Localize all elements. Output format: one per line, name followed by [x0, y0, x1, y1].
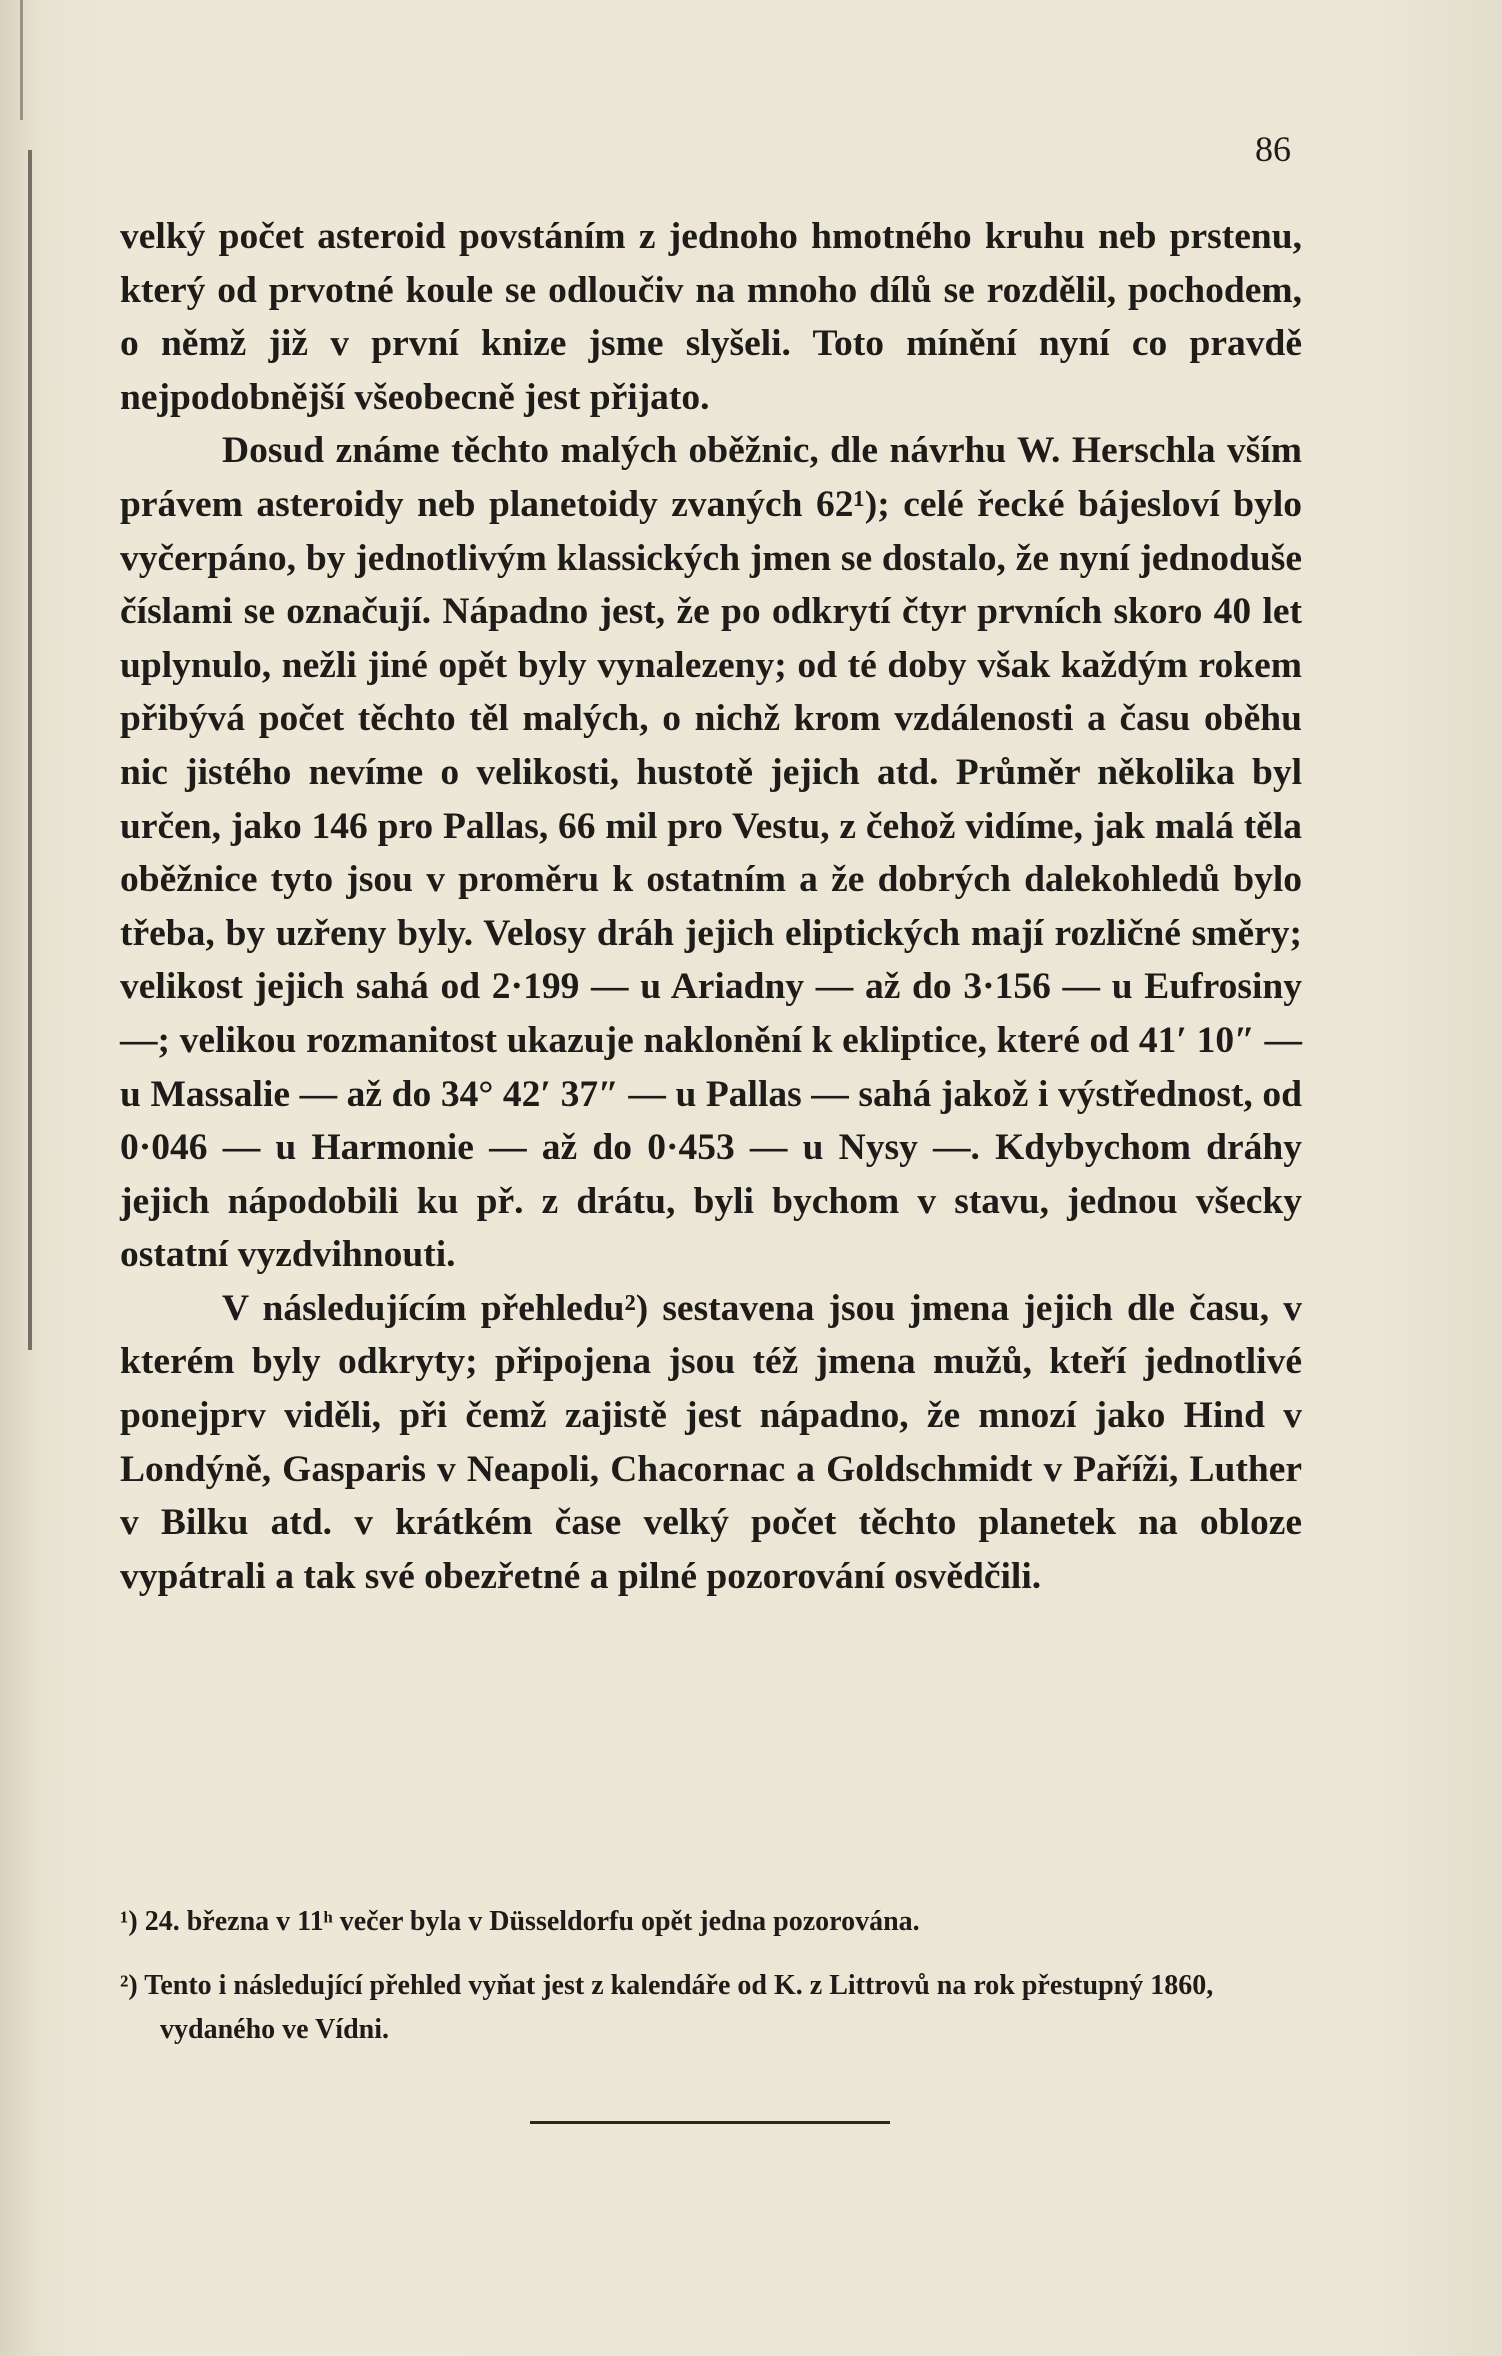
- paragraph-1: velký počet asteroid povstáním z jednoho hmotného kruhu neb prstenu, který od prvotné koule se odloučiv na mnoho dílů se rozdělil, pochodem, o němž již v první knize jsme slyšeli. Toto mínění nyní co pravdě nejpodobnější všeobecně jest přijato.: [120, 216, 1302, 418]
- paragraph-3: V následujícím přehledu²) sestavena jsou jmena jejich dle času, v kterém byly odkryty; připojena jsou též jmena mužů, kteří jednotlivé ponejprv viděli, při čemž zajistě jest nápadno, že mnozí jako Hind v Londýně, Gasparis v Neapoli, Chacornac a Goldschmidt v Paříži, Luther v Bilku atd. v krátkém čase velký počet těchto planetek na obloze vypátrali a tak své obezřetné a pilné pozorování osvědčili.: [120, 1287, 1302, 1597]
- body-text: [120, 210, 1302, 1603]
- closing-rule: [530, 2121, 890, 2124]
- footnote-1: ¹) 24. března v 11ʰ večer byla v Düsseldorfu opět jedna pozorována.: [120, 1906, 920, 1937]
- gutter-shadow: [20, 0, 23, 120]
- paragraph-2: Dosud známe těchto malých oběžnic, dle návrhu W. Herschla vším právem asteroidy neb planetoidy zvaných 62¹); celé řecké bájesloví bylo vyčerpáno, by jednotlivým klassických jmen se dostalo, že nyní jednoduše číslami se označují. Nápadno jest, že po odkrytí čtyr prvních skoro 40 let uplynulo, nežli jiné opět byly vynalezeny; od té doby však každým rokem přibývá počet těchto těl malých, o nichž krom vzdálenosti a času oběhu nic jistého nevíme o velikosti, hustotě jejich atd. Průměr několika byl určen, jako 146 pro Pallas, 66 mil pro Vestu, z čehož vidíme, jak malá těla oběžnice tyto jsou v proměru k ostatním a že dobrých dalekohledů bylo třeba, by uzřeny byly. Velosy dráh jejich eliptických mají rozličné směry; velikost jejich sahá od 2·199 — u Ariadny — až do 3·156 — u Eufrosiny —; velikou rozmanitost ukazuje naklonění k ekliptice, které od 41′ 10″ — u Massalie — až do 34° 42′ 37″ — u Pallas — sahá jakož i výstřednost, od 0·046 — u Harmonie — až do 0·453 — u Nysy —. Kdybychom dráhy jejich nápodobili ku př. z drátu, byli bychom v stavu, jednou všecky ostatní vyzdvihnouti.: [120, 430, 1302, 1276]
- footnotes: [120, 1900, 1302, 2052]
- gutter-line: [28, 150, 32, 1350]
- page-number: 86: [1255, 129, 1291, 169]
- footnote-2: ²) Tento i následující přehled vyňat jest z kalendáře od K. z Littrovů na rok přestupný 1860, vydaného ve Vídni.: [120, 1970, 1214, 2045]
